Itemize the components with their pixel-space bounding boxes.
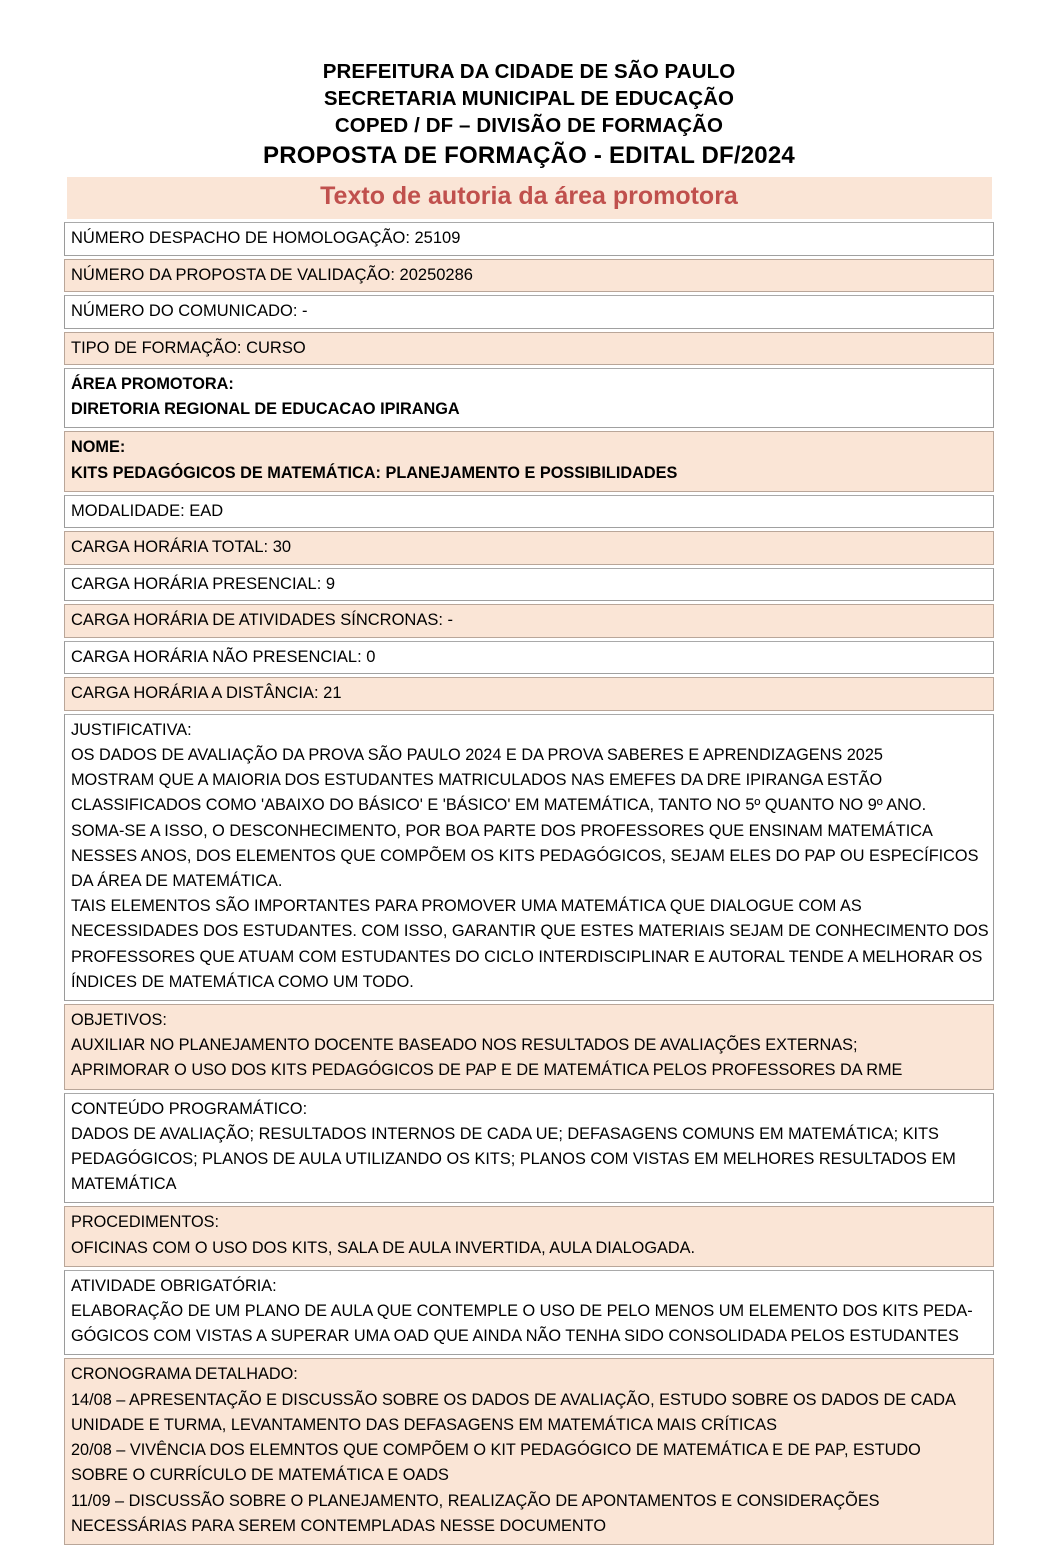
proposal-form-table (64, 222, 994, 1545)
form-row-cronograma-detalhado (64, 1358, 994, 1544)
form-row-line: NÚMERO DESPACHO DE HOMOLOGAÇÃO: 25109 (71, 229, 461, 247)
form-row-nome (64, 431, 994, 491)
form-row-numero-comunicado (64, 295, 994, 329)
form-row-line: PROFESSORES QUE ATUAM COM ESTUDANTES DO CICLO INTERDISCIPLINAR E AUTORAL TENDE A MELHORAR OS (71, 947, 983, 966)
form-row-line: 11/09 – DISCUSSÃO SOBRE O PLANEJAMENTO, REALIZAÇÃO DE APONTAMENTOS E CONSIDERAÇÕES (71, 1491, 880, 1510)
document-header (0, 0, 1058, 172)
form-row-line: MATEMÁTICA (71, 1175, 177, 1194)
header-line-main: PROPOSTA DE FORMAÇÃO - EDITAL DF/2024 (263, 142, 795, 169)
header-line-1: PREFEITURA DA CIDADE DE SÃO PAULO (322, 60, 736, 83)
form-row-line: DADOS DE AVALIAÇÃO; RESULTADOS INTERNOS DE CADA UE; DEFASAGENS COMUNS EM MATEMÁTICA; KITS (71, 1124, 939, 1143)
form-row-line: UNIDADE E TURMA, LEVANTAMENTO DAS DEFASAGENS EM MATEMÁTICA MAIS CRÍTICAS (71, 1415, 777, 1434)
form-row-line: NÚMERO DO COMUNICADO: - (71, 302, 308, 320)
header-line-3: COPED / DF – DIVISÃO DE FORMAÇÃO (334, 114, 724, 137)
form-row-line: NOME: (71, 438, 126, 457)
form-row-area-promotora (64, 368, 994, 428)
form-row-line: NÚMERO DA PROPOSTA DE VALIDAÇÃO: 20250286 (71, 265, 473, 284)
form-row-line: 14/08 – APRESENTAÇÃO E DISCUSSÃO SOBRE OS DADOS DE AVALIAÇÃO, ESTUDO SOBRE OS DADOS DE CADA (71, 1390, 956, 1409)
form-row-line: APRIMORAR O USO DOS KITS PEDAGÓGICOS DE PAP E DE MATEMÁTICA PELOS PROFESSORES DA RME (71, 1061, 903, 1080)
form-row-line: MOSTRAM QUE A MAIORIA DOS ESTUDANTES MATRICULADOS NAS EMEFES DA DRE IPIRANGA ESTÃO (71, 771, 883, 790)
header-line-2: SECRETARIA MUNICIPAL DE EDUCAÇÃO (323, 87, 735, 110)
form-row-modalidade (64, 495, 994, 529)
form-row-line: CONTEÚDO PROGRAMÁTICO: (71, 1099, 308, 1118)
form-row-line: CARGA HORÁRIA A DISTÂNCIA: 21 (71, 684, 342, 703)
form-row-line: ELABORAÇÃO DE UM PLANO DE AULA QUE CONTEMPLE O USO DE PELO MENOS UM ELEMENTO DOS KITS PEDA- (71, 1302, 973, 1321)
form-row-line: CARGA HORÁRIA PRESENCIAL: 9 (71, 574, 336, 593)
form-row-line: JUSTIFICATIVA: (71, 720, 192, 739)
form-row-line: CARGA HORÁRIA TOTAL: 30 (71, 538, 292, 557)
form-row-objetivos (64, 1004, 994, 1090)
form-row-carga-horaria-nao-presencial (64, 641, 994, 675)
form-row-line: NECESSÁRIAS PARA SEREM CONTEMPLADAS NESSE DOCUMENTO (71, 1516, 606, 1535)
form-row-line: NECESSIDADES DOS ESTUDANTES. COM ISSO, GARANTIR QUE ESTES MATERIAIS SEJAM DE CONHECIMENTO DOS (71, 922, 989, 941)
form-row-carga-horaria-total (64, 531, 994, 565)
form-row-line: DA ÁREA DE MATEMÁTICA. (71, 872, 283, 891)
form-row-line: DIRETORIA REGIONAL DE EDUCACAO IPIRANGA (71, 400, 460, 419)
form-row-line: CLASSIFICADOS COMO 'ABAIXO DO BÁSICO' E 'BÁSICO' EM MATEMÁTICA, TANTO NO 5º QUANTO NO 9º ANO. (71, 796, 927, 815)
form-row-line: MODALIDADE: EAD (71, 501, 224, 520)
form-row-line: SOMA-SE A ISSO, O DESCONHECIMENTO, POR BOA PARTE DOS PROFESSORES QUE ENSINAM MATEMÁTICA (71, 821, 933, 840)
form-row-line: ÁREA PROMOTORA: (71, 375, 234, 393)
form-row-line: TIPO DE FORMAÇÃO: CURSO (71, 338, 306, 357)
form-row-numero-despacho-homologacao (64, 222, 994, 256)
form-row-line: SOBRE O CURRÍCULO DE MATEMÁTICA E OADS (71, 1466, 449, 1485)
form-row-line: NESSES ANOS, DOS ELEMENTOS QUE COMPÕEM OS KITS PEDAGÓGICOS, SEJAM ELES DO PAP OU ESPECÍFICOS (71, 846, 979, 865)
form-row-line: 20/08 – VIVÊNCIA DOS ELEMNTOS QUE COMPÕEM O KIT PEDAGÓGICO DE MATEMÁTICA E DE PAP, ESTUDO (71, 1441, 921, 1460)
form-row-line: OBJETIVOS: (71, 1011, 167, 1030)
title-band-text: Texto de autoria da área promotora (320, 182, 738, 210)
form-row-carga-horaria-atividades-sincronas (64, 604, 994, 638)
form-row-line: ATIVIDADE OBRIGATÓRIA: (71, 1276, 277, 1295)
form-row-justificativa (64, 714, 994, 1001)
form-row-procedimentos (64, 1206, 994, 1266)
form-row-line: OFICINAS COM O USO DOS KITS, SALA DE AULA INVERTIDA, AULA DIALOGADA. (71, 1238, 695, 1257)
title-band (67, 177, 992, 219)
form-row-line: PROCEDIMENTOS: (71, 1213, 220, 1232)
form-row-line: TAIS ELEMENTOS SÃO IMPORTANTES PARA PROMOVER UMA MATEMÁTICA QUE DIALOGUE COM AS (71, 897, 862, 916)
form-row-line: ÍNDICES DE MATEMÁTICA COMO UM TODO. (71, 972, 414, 991)
form-row-conteudo-programatico (64, 1093, 994, 1204)
form-row-carga-horaria-presencial (64, 568, 994, 602)
form-row-carga-horaria-a-distancia (64, 677, 994, 711)
form-row-line: GÓGICOS COM VISTAS A SUPERAR UMA OAD QUE AINDA NÃO TENHA SIDO CONSOLIDADA PELOS ESTUDANTES (71, 1327, 959, 1346)
form-row-line: KITS PEDAGÓGICOS DE MATEMÁTICA: PLANEJAMENTO E POSSIBILIDADES (71, 463, 678, 482)
form-row-line: OS DADOS DE AVALIAÇÃO DA PROVA SÃO PAULO 2024 E DA PROVA SABERES E APRENDIZAGENS 2025 (71, 746, 883, 765)
form-row-atividade-obrigatoria (64, 1270, 994, 1356)
form-row-line: CRONOGRAMA DETALHADO: (71, 1365, 298, 1384)
form-row-tipo-de-formacao (64, 332, 994, 366)
form-row-line: CARGA HORÁRIA NÃO PRESENCIAL: 0 (71, 647, 376, 666)
form-row-line: CARGA HORÁRIA DE ATIVIDADES SÍNCRONAS: - (71, 611, 454, 630)
form-row-numero-proposta-validacao (64, 259, 994, 293)
form-row-line: PEDAGÓGICOS; PLANOS DE AULA UTILIZANDO OS KITS; PLANOS COM VISTAS EM MELHORES RESULTADOS EM (71, 1150, 956, 1169)
form-row-line: AUXILIAR NO PLANEJAMENTO DOCENTE BASEADO NOS RESULTADOS DE AVALIAÇÕES EXTERNAS; (71, 1036, 858, 1055)
